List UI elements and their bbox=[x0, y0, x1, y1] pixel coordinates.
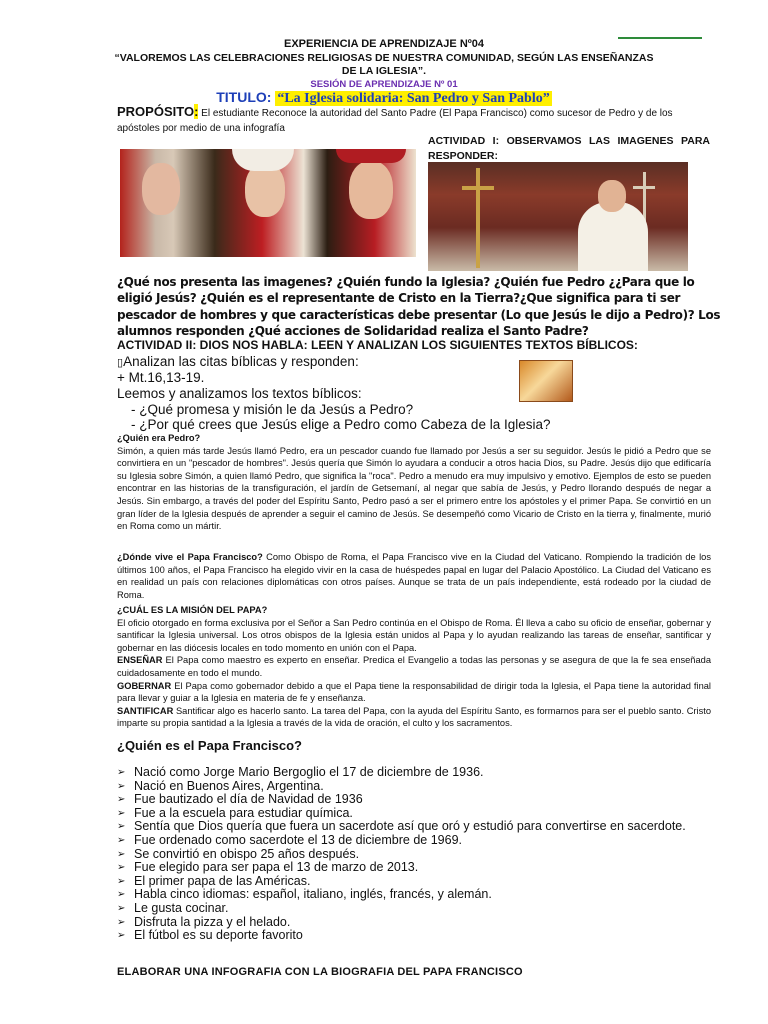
arrow-bullet-icon: ➢ bbox=[117, 834, 126, 846]
list-item-text: Habla cinco idiomas: español, italiano, inglés, francés, y alemán. bbox=[134, 887, 492, 902]
list-item bbox=[117, 780, 686, 794]
experience-heading: EXPERIENCIA DE APRENDIZAJE Nº04 bbox=[283, 38, 485, 50]
list-item-text: Le gusta cocinar. bbox=[134, 900, 229, 915]
activity-two-line-2: + Mt.16,13-19. bbox=[117, 370, 205, 385]
title-text: “La Iglesia solidaria: San Pedro y San Pablo” bbox=[277, 91, 550, 106]
arrow-bullet-icon: ➢ bbox=[117, 875, 126, 887]
purpose-paragraph bbox=[117, 104, 717, 136]
arrow-bullet-icon: ➢ bbox=[117, 848, 126, 860]
list-item bbox=[117, 848, 686, 862]
activity-two-heading: ACTIVIDAD II: DIOS NOS HABLA: LEEN Y ANALIZAN LOS SIGUIENTES TEXTOS BÍBLICOS: bbox=[117, 338, 638, 352]
arrow-bullet-icon: ➢ bbox=[117, 916, 126, 928]
ensenar-label: ENSEÑAR bbox=[117, 655, 163, 666]
arrow-bullet-icon: ➢ bbox=[117, 889, 126, 901]
activity-one-heading: ACTIVIDAD I: OBSERVAMOS LAS IMAGENES PARA RESPONDER: bbox=[428, 135, 710, 162]
purpose-text: El estudiante Reconoce la autoridad del Santo Padre (El Papa Francisco) como sucesor de Pedro y de los apóstoles por medio de una infografía bbox=[117, 108, 673, 134]
arrow-bullet-icon: ➢ bbox=[117, 821, 126, 833]
pedro-heading: ¿Quién era Pedro? bbox=[117, 433, 201, 443]
list-item-text: Fue a la escuela para estudiar química. bbox=[134, 805, 353, 820]
arrow-bullet-icon: ➢ bbox=[117, 767, 126, 778]
list-item bbox=[117, 793, 686, 807]
list-item bbox=[117, 875, 686, 889]
list-item bbox=[117, 807, 686, 821]
experience-subtitle: “VALOREMOS LAS CELEBRACIONES RELIGIOSAS DE NUESTRA COMUNIDAD, SEGÚN LAS ENSEÑANZAS DE LA IGLESIA”. bbox=[114, 52, 654, 77]
list-item-text: Nació como Jorge Mario Bergoglio el 17 de diciembre de 1936. bbox=[134, 765, 484, 779]
list-item-text: El primer papa de las Américas. bbox=[134, 873, 311, 888]
arrow-bullet-icon: ➢ bbox=[117, 862, 126, 874]
list-item-text: Fue elegido para ser papa el 13 de marzo de 2013. bbox=[134, 860, 419, 875]
activity-two-line-5: - ¿Por qué crees que Jesús elige a Pedro como Cabeza de la Iglesia? bbox=[131, 417, 551, 432]
list-item bbox=[117, 820, 686, 834]
vive-section bbox=[117, 551, 711, 601]
three-popes-photo bbox=[120, 149, 416, 257]
gobernar-label: GOBERNAR bbox=[117, 680, 172, 691]
bible-book-photo bbox=[519, 360, 573, 402]
final-task: ELABORAR UNA INFOGRAFIA CON LA BIOGRAFIA DEL PAPA FRANCISCO bbox=[117, 966, 523, 978]
activity-two-line-4: - ¿Qué promesa y misión le da Jesús a Pedro? bbox=[131, 402, 414, 417]
mision-heading: ¿CUÁL ES LA MISIÓN DEL PAPA? bbox=[117, 605, 268, 615]
francisco-facts-list bbox=[117, 766, 686, 943]
session-label: SESIÓN DE APRENDIZAJE Nº 01 bbox=[310, 79, 458, 90]
arrow-bullet-icon: ➢ bbox=[117, 807, 126, 819]
arrow-bullet-icon: ➢ bbox=[117, 780, 126, 792]
reflection-questions: ¿Qué nos presenta las imagenes? ¿Quién fundo la Iglesia? ¿Quién fue Pedro ¿¿Para que lo eligió Jesús? ¿Quién es el representante de Cristo en la Tierra?¿Que significa para ti ser pescador de hombres y que características debe presentar (Lo que Jesús le dijo a Pedro)? Los alumnos responden ¿Qué acciones de Solidaridad realiza el Santo Padre? bbox=[117, 275, 721, 339]
activity-two-line-1: ▯Analizan las citas bíblicas y responden: bbox=[117, 354, 359, 369]
list-item bbox=[117, 929, 686, 943]
list-item bbox=[117, 861, 686, 875]
list-item-text: Disfruta la pizza y el helado. bbox=[134, 914, 291, 929]
pope-francis-photo bbox=[428, 162, 688, 271]
arrow-bullet-icon: ➢ bbox=[117, 902, 126, 914]
activity-two-line-3: Leemos y analizamos los textos bíblicos: bbox=[117, 386, 362, 401]
checkbox-glyph-icon: ▯ bbox=[117, 357, 124, 369]
list-item-text: El fútbol es su deporte favorito bbox=[134, 928, 303, 943]
list-item bbox=[117, 766, 686, 780]
list-item-text: Fue ordenado como sacerdote el 13 de diciembre de 1969. bbox=[134, 832, 462, 847]
mision-section bbox=[117, 604, 711, 730]
santificar-label: SANTIFICAR bbox=[117, 705, 174, 716]
list-item-text: Se convirtió en obispo 25 años después. bbox=[134, 846, 360, 861]
list-item bbox=[117, 888, 686, 902]
vive-body: Como Obispo de Roma, el Papa Francisco vive en la Ciudad del Vaticano. Rompiendo la tradición de los últimos 100 años, el Papa Francisco ha elegido vivir en la casa de huéspedes papal en lugar del Palacio Apostólico. La Ciudad del Vaticano es en realidad un país con relaciones diplomáticas con otros países. Aunque se trata de un país independiente, está rodeado por la ciudad de Roma. bbox=[117, 552, 711, 600]
mision-body: El oficio otorgado en forma exclusiva por el Señor a San Pedro continúa en el Obispo de Roma. Él lleva a cabo su oficio de enseñar, gobernar y santificar la Iglesia universal. Los otros obispos de la Iglesia están unidos al Papa y lo ayudan realizando las tareas de enseñar, santificar y gobernar en las diócesis locales en todo momento en unión con el Papa. bbox=[117, 617, 711, 653]
list-item-text: Nació en Buenos Aires, Argentina. bbox=[134, 778, 324, 793]
list-item bbox=[117, 902, 686, 916]
gobernar-text: El Papa como gobernador debido a que el Papa tiene la responsabilidad de dirigir toda la Iglesia, el Papa tiene la autoridad final para llevar y guiar a la Iglesia en materia de fe y enseñanza. bbox=[117, 680, 711, 704]
list-item bbox=[117, 834, 686, 848]
list-item bbox=[117, 916, 686, 930]
purpose-label: PROPÓSITO: bbox=[117, 104, 199, 119]
francisco-heading: ¿Quién es el Papa Francisco? bbox=[117, 738, 302, 753]
arrow-bullet-icon: ➢ bbox=[117, 930, 126, 942]
list-item-text: Sentía que Dios quería que fuera un sacerdote así que oró y estudió para convertirse en sacerdote. bbox=[134, 819, 686, 834]
santificar-text: Santificar algo es hacerlo santo. La tarea del Papa, con la ayuda del Espíritu Santo, es formarnos para ser el pueblo santo. Cristo imparte su propia santidad a la Iglesia a través de la vida de oración, el culto y los sacramentos. bbox=[117, 705, 711, 729]
vive-heading: ¿Dónde vive el Papa Francisco? bbox=[117, 552, 263, 562]
list-item-text: Fue bautizado el día de Navidad de 1936 bbox=[134, 792, 363, 807]
pedro-section bbox=[117, 432, 711, 533]
title-label: TITULO: bbox=[216, 89, 276, 105]
pedro-body: Simón, a quien más tarde Jesús llamó Pedro, era un pescador cuando fue llamado por Jesús a ser su seguidor. Jesús le pidió a Pedro que se convirtiera en un "pescador de hombres". Jesús quería que Simón lo ayudara a conducir a otros hacia Dios, su Padre. Jesús dijo que edificaría su Iglesia sobre Simón, a quien llamó Pedro, que significa la "roca". Pedro a menudo era muy impulsivo y emotivo. Ejemplos de esto se pueden encontrar en las historias de la transfiguración, el jardín de Getsemaní, al negar que sabía de Jesús, y Pedro llorando después de negar a Jesús. Sin embargo, a través del poder del Espíritu Santo, Pedro pasó a ser el primero entre los apóstoles y el primer Papa. Se convirtió en un gran líder de la Iglesia después de aprender a seguir el camino de Jesús. Se desempeñó como Vicario de Cristo en la tierra y, finalmente, murió en Roma como un mártir. bbox=[117, 445, 711, 532]
arrow-bullet-icon: ➢ bbox=[117, 794, 126, 806]
ensenar-text: El Papa como maestro es experto en enseñar. Predica el Evangelio a todas las personas y se asegura de que la fe sea enseñada cuidadosamente en todo el mundo. bbox=[117, 655, 711, 678]
